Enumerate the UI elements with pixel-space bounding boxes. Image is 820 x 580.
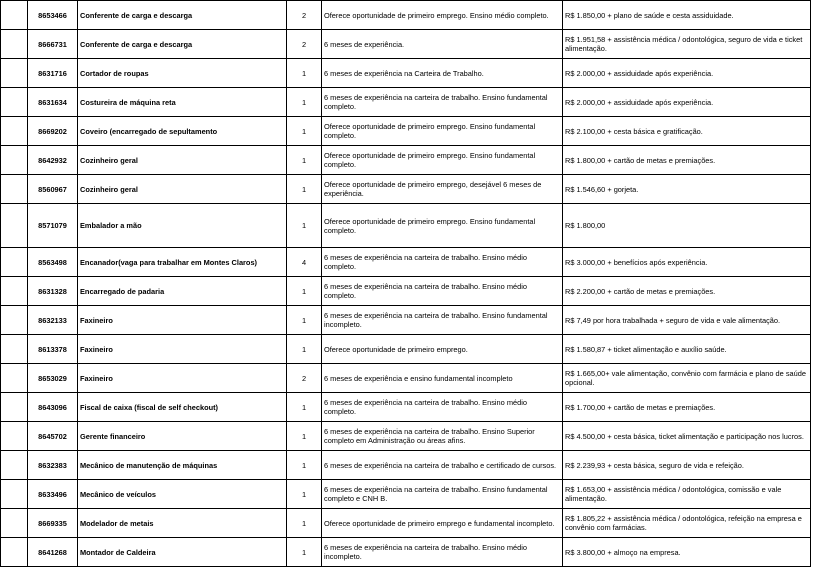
job-requirements: 6 meses de experiência na carteira de trabalho e certificado de cursos. xyxy=(322,451,563,480)
job-title: Cortador de roupas xyxy=(78,59,287,88)
job-title: Embalador a mão xyxy=(78,204,287,248)
job-requirements: 6 meses de experiência na carteira de trabalho. Ensino Superior completo em Administração ou áreas afins. xyxy=(322,422,563,451)
table-row xyxy=(1,393,811,422)
job-requirements: 6 meses de experiência na carteira de trabalho. Ensino médio incompleto. xyxy=(322,538,563,567)
row-margin-cell xyxy=(1,480,28,509)
job-code: 8632383 xyxy=(28,451,78,480)
job-benefits: R$ 2.100,00 + cesta básica e gratificação. xyxy=(563,117,811,146)
row-margin-cell xyxy=(1,117,28,146)
job-title: Montador de Caldeira xyxy=(78,538,287,567)
table-row xyxy=(1,117,811,146)
row-margin-cell xyxy=(1,204,28,248)
job-code: 8563498 xyxy=(28,248,78,277)
table-row xyxy=(1,277,811,306)
job-title: Mecânico de manutenção de máquinas xyxy=(78,451,287,480)
table-row xyxy=(1,422,811,451)
job-requirements: 6 meses de experiência na carteira de trabalho. Ensino médio completo. xyxy=(322,277,563,306)
job-title: Cozinheiro geral xyxy=(78,175,287,204)
job-benefits: R$ 2.200,00 + cartão de metas e premiações. xyxy=(563,277,811,306)
job-benefits: R$ 2.239,93 + cesta básica, seguro de vida e refeição. xyxy=(563,451,811,480)
row-margin-cell xyxy=(1,1,28,30)
row-margin-cell xyxy=(1,306,28,335)
vacancy-count: 1 xyxy=(287,117,322,146)
job-benefits: R$ 2.000,00 + assiduidade após experiência. xyxy=(563,88,811,117)
vacancy-count: 1 xyxy=(287,538,322,567)
job-code: 8641268 xyxy=(28,538,78,567)
job-benefits: R$ 1.951,58 + assistência médica / odontológica, seguro de vida e ticket alimentação. xyxy=(563,30,811,59)
job-benefits: R$ 7,49 por hora trabalhada + seguro de vida e vale alimentação. xyxy=(563,306,811,335)
vacancy-count: 1 xyxy=(287,88,322,117)
table-row xyxy=(1,451,811,480)
job-title: Coveiro (encarregado de sepultamento xyxy=(78,117,287,146)
row-margin-cell xyxy=(1,175,28,204)
job-title: Mecânico de veículos xyxy=(78,480,287,509)
job-code: 8643096 xyxy=(28,393,78,422)
vacancy-count: 1 xyxy=(287,480,322,509)
table-row xyxy=(1,59,811,88)
table-row xyxy=(1,509,811,538)
job-title: Faxineiro xyxy=(78,335,287,364)
job-title: Cozinheiro geral xyxy=(78,146,287,175)
table-row xyxy=(1,88,811,117)
vacancy-count: 1 xyxy=(287,393,322,422)
row-margin-cell xyxy=(1,277,28,306)
table-row xyxy=(1,538,811,567)
row-margin-cell xyxy=(1,538,28,567)
vacancy-count: 2 xyxy=(287,30,322,59)
table-row xyxy=(1,480,811,509)
job-requirements: Oferece oportunidade de primeiro emprego. Ensino médio completo. xyxy=(322,1,563,30)
vacancy-count: 2 xyxy=(287,1,322,30)
table-row xyxy=(1,364,811,393)
job-benefits: R$ 4.500,00 + cesta básica, ticket alimentação e participação nos lucros. xyxy=(563,422,811,451)
row-margin-cell xyxy=(1,451,28,480)
job-code: 8560967 xyxy=(28,175,78,204)
job-requirements: 6 meses de experiência na carteira de trabalho. Ensino fundamental incompleto. xyxy=(322,306,563,335)
vacancy-count: 1 xyxy=(287,422,322,451)
job-requirements: Oferece oportunidade de primeiro emprego. xyxy=(322,335,563,364)
job-title: Fiscal de caixa (fiscal de self checkout) xyxy=(78,393,287,422)
job-requirements: 6 meses de experiência na carteira de trabalho. Ensino fundamental completo. xyxy=(322,88,563,117)
vacancy-count: 2 xyxy=(287,364,322,393)
vacancy-count: 1 xyxy=(287,204,322,248)
job-code: 8666731 xyxy=(28,30,78,59)
job-code: 8642932 xyxy=(28,146,78,175)
job-benefits: R$ 2.000,00 + assiduidade após experiência. xyxy=(563,59,811,88)
job-requirements: Oferece oportunidade de primeiro emprego e fundamental incompleto. xyxy=(322,509,563,538)
job-benefits: R$ 3.000,00 + benefícios após experiência. xyxy=(563,248,811,277)
job-benefits: R$ 3.800,00 + almoço na empresa. xyxy=(563,538,811,567)
job-code: 8631328 xyxy=(28,277,78,306)
job-benefits: R$ 1.546,60 + gorjeta. xyxy=(563,175,811,204)
job-benefits: R$ 1.580,87 + ticket alimentação e auxílio saúde. xyxy=(563,335,811,364)
row-margin-cell xyxy=(1,422,28,451)
row-margin-cell xyxy=(1,509,28,538)
job-code: 8669202 xyxy=(28,117,78,146)
row-margin-cell xyxy=(1,393,28,422)
job-code: 8571079 xyxy=(28,204,78,248)
job-benefits: R$ 1.700,00 + cartão de metas e premiações. xyxy=(563,393,811,422)
vacancy-count: 1 xyxy=(287,335,322,364)
row-margin-cell xyxy=(1,364,28,393)
job-requirements: Oferece oportunidade de primeiro emprego. Ensino fundamental completo. xyxy=(322,146,563,175)
job-listings-body xyxy=(1,1,811,567)
table-row xyxy=(1,1,811,30)
job-requirements: 6 meses de experiência na carteira de trabalho. Ensino médio completo. xyxy=(322,248,563,277)
job-requirements: 6 meses de experiência na Carteira de Trabalho. xyxy=(322,59,563,88)
job-title: Costureira de máquina reta xyxy=(78,88,287,117)
job-requirements: 6 meses de experiência e ensino fundamental incompleto xyxy=(322,364,563,393)
job-code: 8632133 xyxy=(28,306,78,335)
table-row xyxy=(1,335,811,364)
job-title: Faxineiro xyxy=(78,306,287,335)
job-requirements: Oferece oportunidade de primeiro emprego. Ensino fundamental completo. xyxy=(322,204,563,248)
job-title: Faxineiro xyxy=(78,364,287,393)
vacancy-count: 1 xyxy=(287,175,322,204)
job-title: Encarregado de padaria xyxy=(78,277,287,306)
job-benefits: R$ 1.653,00 + assistência médica / odontológica, comissão e vale alimentação. xyxy=(563,480,811,509)
row-margin-cell xyxy=(1,146,28,175)
job-requirements: Oferece oportunidade de primeiro emprego. Ensino fundamental completo. xyxy=(322,117,563,146)
vacancy-count: 1 xyxy=(287,277,322,306)
job-title: Gerente financeiro xyxy=(78,422,287,451)
table-row xyxy=(1,204,811,248)
job-requirements: Oferece oportunidade de primeiro emprego, desejável 6 meses de experiência. xyxy=(322,175,563,204)
job-benefits: R$ 1.800,00 + cartão de metas e premiações. xyxy=(563,146,811,175)
job-title: Modelador de metais xyxy=(78,509,287,538)
table-row xyxy=(1,248,811,277)
table-row xyxy=(1,30,811,59)
row-margin-cell xyxy=(1,335,28,364)
vacancy-count: 1 xyxy=(287,306,322,335)
job-benefits: R$ 1.850,00 + plano de saúde e cesta assiduidade. xyxy=(563,1,811,30)
job-code: 8653029 xyxy=(28,364,78,393)
row-margin-cell xyxy=(1,30,28,59)
job-title: Conferente de carga e descarga xyxy=(78,30,287,59)
job-code: 8653466 xyxy=(28,1,78,30)
vacancy-count: 1 xyxy=(287,509,322,538)
job-requirements: 6 meses de experiência na carteira de trabalho. Ensino médio completo. xyxy=(322,393,563,422)
job-requirements: 6 meses de experiência. xyxy=(322,30,563,59)
row-margin-cell xyxy=(1,88,28,117)
row-margin-cell xyxy=(1,59,28,88)
table-row xyxy=(1,175,811,204)
job-requirements: 6 meses de experiência na carteira de trabalho. Ensino fundamental completo e CNH B. xyxy=(322,480,563,509)
row-margin-cell xyxy=(1,248,28,277)
job-benefits: R$ 1.665,00+ vale alimentação, convênio com farmácia e plano de saúde opcional. xyxy=(563,364,811,393)
job-code: 8645702 xyxy=(28,422,78,451)
job-code: 8631716 xyxy=(28,59,78,88)
job-code: 8613378 xyxy=(28,335,78,364)
table-row xyxy=(1,146,811,175)
job-code: 8669335 xyxy=(28,509,78,538)
job-benefits: R$ 1.805,22 + assistência médica / odontológica, refeição na empresa e convênio com farmácias. xyxy=(563,509,811,538)
job-title: Conferente de carga e descarga xyxy=(78,1,287,30)
vacancy-count: 4 xyxy=(287,248,322,277)
table-row xyxy=(1,306,811,335)
vacancy-count: 1 xyxy=(287,59,322,88)
job-code: 8631634 xyxy=(28,88,78,117)
job-benefits: R$ 1.800,00 xyxy=(563,204,811,248)
vacancy-count: 1 xyxy=(287,451,322,480)
job-code: 8633496 xyxy=(28,480,78,509)
vacancy-count: 1 xyxy=(287,146,322,175)
job-title: Encanador(vaga para trabalhar em Montes Claros) xyxy=(78,248,287,277)
